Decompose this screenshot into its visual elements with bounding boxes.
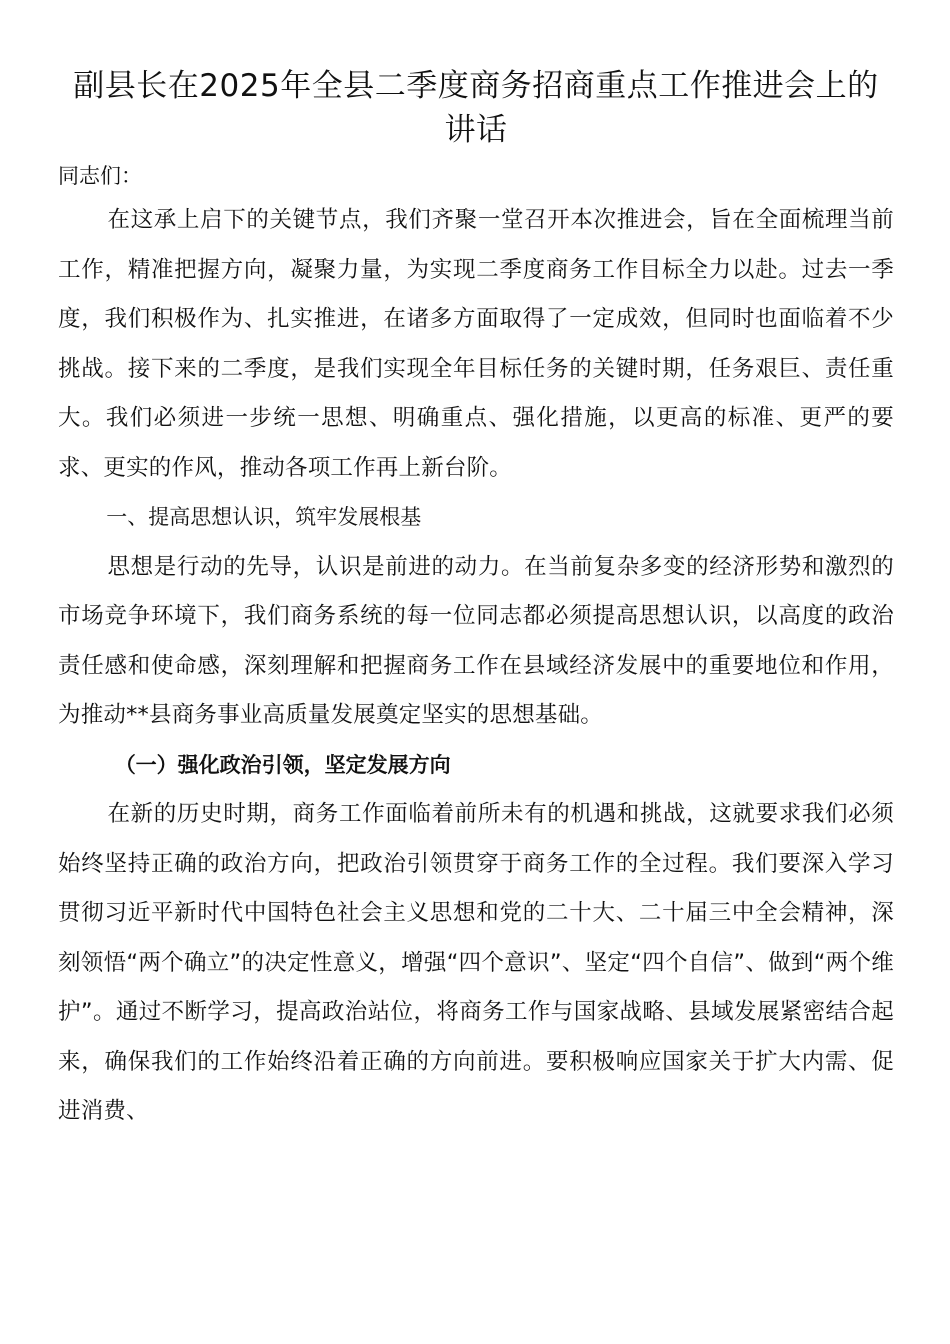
paragraph-political: 在新的历史时期，商务工作面临着前所未有的机遇和挑战，这就要求我们必须始终坚持正确的政治方向，把政治引领贯穿于商务工作的全过程。我们要深入学习贯彻习近平新时代中国特色社会主义思想和党的二十大、二十届三中全会精神，深刻领悟“两个确立”的决定性意义，增强“四个意识”、坚定“四个自信”、做到“两个维护”。通过不断学习，提高政治站位，将商务工作与国家战略、县域发展紧密结合起来，确保我们的工作始终沿着正确的方向前进。要积极响应国家关于扩大内需、促进消费、 xyxy=(58,801,894,1124)
subsection-heading: （一）强化政治引领，坚定发展方向 xyxy=(114,752,451,777)
paragraph-intro: 在这承上启下的关键节点，我们齐聚一堂召开本次推进会，旨在全面梳理当前工作，精准把握方向，凝聚力量，为实现二季度商务工作目标全力以赴。过去一季度，我们积极作为、扎实推进，在诸多方面取得了一定成效，但同时也面临着不少挑战。接下来的二季度，是我们实现全年目标任务的关键时期，任务艰巨、责任重大。我们必须进一步统一思想、明确重点、强化措施，以更高的标准、更严的要求、更实的作风，推动各项工作再上新台阶。 xyxy=(58,207,894,481)
document-title: 副县长在2025年全县二季度商务招商重点工作推进会上的讲话 xyxy=(73,68,879,148)
section-heading: 一、提高思想认识，筑牢发展根基 xyxy=(106,505,422,529)
paragraph-thinking: 思想是行动的先导，认识是前进的动力。在当前复杂多变的经济形势和激烈的市场竞争环境下，我们商务系统的每一位同志都必须提高思想认识，以高度的政治责任感和使命感，深刻理解和把握商务工作在县域经济发展中的重要地位和作用，为推动**县商务事业高质量发展奠定坚实的思想基础。 xyxy=(58,553,894,728)
salutation: 同志们： xyxy=(58,164,142,188)
